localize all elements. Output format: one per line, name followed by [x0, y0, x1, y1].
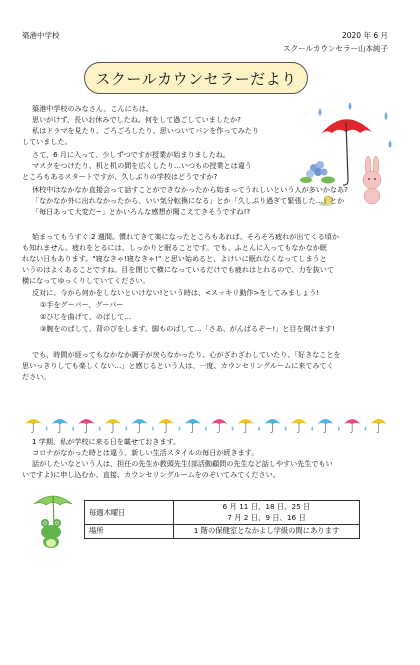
- table-cell-key: 毎週木曜日: [85, 501, 174, 525]
- hydrangea-icon: [300, 161, 335, 184]
- author-name: スクールカウンセラー山本純子: [283, 44, 388, 53]
- paragraph-line: ところもあるスタートですが、久しぶりの学校はどうですか?: [22, 172, 218, 181]
- border-drop-icon: [364, 426, 366, 431]
- list-item: ②ひじを曲げて、のばして…: [40, 312, 132, 321]
- paragraph-line: 思いがけず、長いお休みでしたね。何をして過ごしていましたか?: [32, 115, 241, 124]
- border-umbrella-icon: [78, 419, 94, 433]
- paragraph-line: いですよ)に申し込むか、直接、カウンセリングルームをのぞいてみてください。: [22, 470, 280, 479]
- paragraph-line: 反対に、今から何かをしないといけない!という時は、<スッキリ動作>をしてみましょう!: [32, 288, 320, 297]
- paragraph-line: でも、時間が経ってもなかなか調子が戻らなかったり、心がざわざわしていたり、「好きなことを: [32, 350, 341, 359]
- paragraph-line: れない日もあります。"寝なきゃ!寝なきゃ!" と思い始めると、よけいに眠れなくなってしまうと: [22, 254, 327, 263]
- table-row: [85, 525, 360, 539]
- border-drop-icon: [311, 426, 313, 431]
- border-umbrella-icon: [264, 419, 280, 433]
- paragraph-line: 横になってゆっくりしていてください。: [22, 276, 150, 285]
- paragraph-line: いうのはよくあることですね。目を閉じて横になっているだけでも疲れはとれるので、力を抜いて: [22, 265, 334, 274]
- border-umbrella-icon: [185, 419, 201, 433]
- list-item: ①手をグーパー、グーパー: [40, 300, 124, 309]
- border-umbrella-icon: [52, 419, 68, 433]
- paragraph-line: 築港中学校のみなさん、こんにちは。: [32, 104, 154, 113]
- paragraph-line: していました。: [22, 137, 72, 146]
- frog-umbrella-illustration-icon: [30, 490, 76, 550]
- paragraph-line: 話がしたいなという人は、担任の先生か教頭先生(部活動顧問の先生など話しやすい先生でもい: [32, 459, 333, 468]
- border-umbrella-icon: [211, 419, 227, 433]
- border-drop-icon: [338, 426, 340, 431]
- list-item: ③腕をのばして、背のびをします。脚ものばして…「さあ、がんばるぞー!」と目を開けます!: [40, 324, 335, 333]
- border-umbrella-icon: [105, 419, 121, 433]
- paragraph-line: コロナがなかった時とは違う、新しい生活スタイルの毎日が続きます。: [32, 448, 259, 457]
- border-umbrella-icon: [344, 419, 360, 433]
- border-umbrella-icon: [291, 419, 307, 433]
- paragraph-line: さて、6 月に入って、少しずつですが授業が始まりましたね。: [32, 150, 231, 159]
- umbrella-border-icon: [20, 416, 392, 434]
- table-row: [85, 501, 360, 525]
- paragraph-line: 私はドラマを見たり、ごろごろしたり、思いついてパンを作ってみたり: [32, 126, 259, 135]
- border-drop-icon: [46, 426, 48, 431]
- paragraph-line: も知れません。疲れをとるには、しっかりと眠ることです。でも、ふとんに入ってもなかなか眠: [22, 243, 327, 252]
- border-drop-icon: [99, 426, 101, 431]
- schedule-date-line: 7 月 2 日、9 日、16 日: [227, 512, 306, 522]
- paragraph-line: 休校中はなかなか直接会って話すことができなかったから始まってうれしいという人が多いかなあ?: [32, 185, 348, 194]
- border-umbrella-icon: [371, 419, 387, 433]
- border-umbrella-icon: [25, 419, 41, 433]
- schedule-location-line: 1 階の保健室となかよし学級の間にあります: [193, 526, 340, 535]
- school-name: 築港中学校: [22, 31, 60, 40]
- border-drop-icon: [258, 426, 260, 431]
- border-umbrella-icon: [132, 419, 148, 433]
- table-cell-value: [174, 525, 360, 539]
- border-umbrella-icon: [158, 419, 174, 433]
- paragraph-line: 始まってもうすぐ 2 週間。慣れてきて楽になったところもあれば、そろそろ疲れが出てくる頃か: [32, 232, 339, 241]
- schedule-date-line: 6 月 11 日、18 日、25 日: [222, 502, 311, 511]
- paragraph-line: マスクをつけたり、机と机の間を広くしたり…いつもの授業とは違う: [32, 161, 252, 170]
- border-umbrella-icon: [318, 419, 334, 433]
- border-drop-icon: [285, 426, 287, 431]
- table-cell-value: [174, 501, 360, 525]
- rabbit-icon: [363, 156, 381, 204]
- border-drop-icon: [152, 426, 154, 431]
- paragraph-line: 思いっきりしても楽しくない…」と感じるという人は、一度、カウンセリングルームに来てみてく: [22, 361, 334, 370]
- table-cell-key: 場所: [85, 525, 174, 539]
- paragraph-line: 「なかなか外に出れなかったから、いい気分転換になる」とか「久しぶり過ぎて緊張した…」とか: [32, 196, 345, 205]
- paragraph-line: 「毎日あって大変だ~」とかいろんな感想が聞こえてきそうですね!?: [32, 207, 251, 216]
- border-umbrella-icon: [238, 419, 254, 433]
- border-drop-icon: [125, 426, 127, 431]
- border-drop-icon: [178, 426, 180, 431]
- newsletter-title: スクールカウンセラーだより: [95, 69, 297, 88]
- schedule-table: [84, 500, 360, 539]
- title-banner: [84, 62, 308, 94]
- border-drop-icon: [205, 426, 207, 431]
- issue-date: 2020 年 6 月: [341, 31, 388, 40]
- border-drop-icon: [232, 426, 234, 431]
- paragraph-line: ださい。: [22, 372, 51, 381]
- border-drop-icon: [72, 426, 74, 431]
- paragraph-line: 1 学期、私が学校に来る日を載せておきます。: [32, 437, 181, 446]
